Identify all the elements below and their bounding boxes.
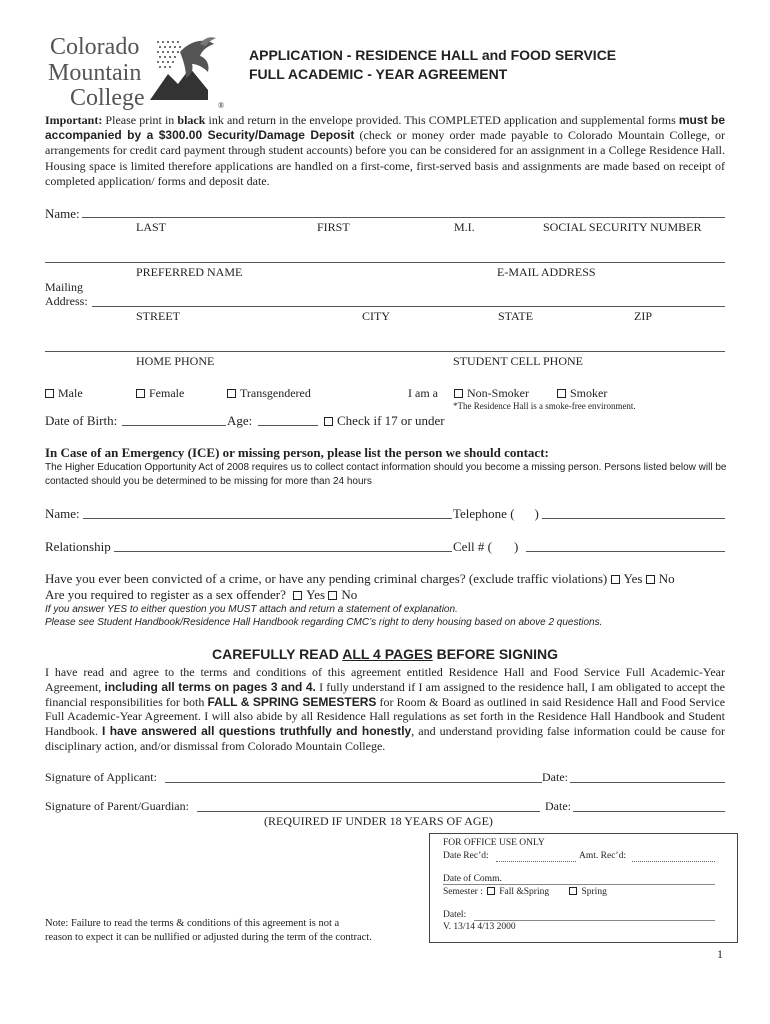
sex-offender-text: Are you required to register as a sex offender? [45,587,286,602]
checkbox-icon [227,389,236,398]
agreement-text-4: , and understand providing false information could be cause for disciplinary action, and/or dismissal from Colorado Mountain College. [45,724,726,753]
checkbox-icon [569,887,577,895]
logo-text-colorado: Colorado [50,34,140,60]
heading-all-pages: ALL 4 PAGES [342,646,433,662]
logo-text-mountain: Mountain [48,60,142,86]
office-version: V. 13/14 4/13 2000 [443,922,516,932]
ice-telephone-line[interactable] [542,518,725,519]
dob-label: Date of Birth: [45,413,118,428]
state-caption: STATE [498,309,534,323]
form-title-line2: FULL ACADEMIC - YEAR AGREEMENT [249,66,508,82]
office-amt-recd: Amt. Rec’d: [579,851,626,861]
eagle-mountain-icon [150,34,226,106]
no-label: No [658,571,675,586]
office-date-comm-line[interactable] [443,884,715,885]
ice-note: The Higher Education Opportunity Act of 2008 requires us to collect contact information should you become a missing person. Persons listed below will be contacted should you be determined to be missing for more than 24 hours [45,462,727,487]
applicant-date-label: Date: [542,770,568,784]
checkbox-icon [611,575,620,584]
name-label: Name: [45,206,80,221]
criminal-yes-checkbox[interactable] [611,571,643,586]
heading-pre: CAREFULLY READ [212,646,343,662]
smoke-free-note: *The Residence Hall is a smoke-free environment. [453,401,636,411]
cell-open: Cell # ( [453,539,492,554]
important-lead: Important: [45,113,103,127]
sex-offender-question [45,587,357,603]
agreement-paragraph [45,665,725,754]
parent-signature-line[interactable] [197,811,540,812]
offender-yes-checkbox[interactable] [293,587,325,602]
footnote-line-2: reason to expect it can be nullified or adjusted during the term of the contract. [45,932,372,943]
ice-heading: In Case of an Emergency (ICE) or missing person, please list the person we should contact: [45,445,549,460]
footnote-line-1: Note: Failure to read the terms & conditions of this agreement is not a [45,918,340,929]
email-caption: E-MAIL ADDRESS [497,265,596,279]
ice-name-line[interactable] [83,518,452,519]
cell-phone-caption: STUDENT CELL PHONE [453,354,583,368]
criminal-no-checkbox[interactable] [646,571,675,586]
checkbox-icon [454,389,463,398]
mailing-address-line[interactable] [92,306,725,307]
dob-input-line[interactable] [122,425,226,426]
important-text-1: Please print in [102,113,178,127]
applicant-signature-label: Signature of Applicant: [45,770,157,784]
offender-no-checkbox[interactable] [328,587,357,602]
criminal-note-2: Please see Student Handbook/Residence Hall Handbook regarding CMC’s right to deny housing based on above 2 questions. [45,617,603,628]
first-caption: FIRST [317,220,350,234]
agreement-bold-2: FALL & SPRING SEMESTERS [207,694,377,709]
mi-caption: M.I. [454,220,475,234]
city-caption: CITY [362,309,390,323]
important-black: black [177,113,206,127]
college-logo [48,34,226,112]
criminal-question-text: Have you ever been convicted of a crime, or have any pending criminal charges? (exclude traffic violations) [45,571,608,586]
parent-date-line[interactable] [573,811,725,812]
checkbox-icon [136,389,145,398]
semester-label: Semester : [443,887,483,897]
agreement-bold-1: including all terms on pages 3 and 4. [104,679,316,694]
ice-name-label: Name: [45,506,80,521]
ice-cell-line[interactable] [526,551,725,552]
checkbox-icon [557,389,566,398]
yes-label: Yes [623,571,643,586]
preferred-name-line[interactable] [45,262,725,263]
applicant-date-line[interactable] [570,782,725,783]
checkbox-icon [45,389,54,398]
relationship-label: Relationship [45,539,111,554]
relationship-line[interactable] [114,551,452,552]
important-text-2: ink and return in the envelope provided. This COMPLETED application and supplemental forms [205,113,679,127]
smoker-checkbox[interactable] [557,386,607,401]
criminal-note-1: If you answer YES to either question you MUST attach and return a statement of explanation. [45,604,458,615]
agreement-text-3: for Room & Board as outlined in said Residence Hall and Food Service Full Academic-Year Agreement. I will also abide by all Residence Hall regulations as set forth in the Residence Hall Handbook and Student Handbook. [45,694,726,739]
office-datel: Datel: [443,910,467,920]
office-amt-recd-line[interactable] [632,861,715,862]
checkbox-icon [487,887,495,895]
spring-checkbox[interactable] [569,887,606,897]
non-smoker-label: Non-Smoker [467,386,529,400]
i-am-label: I am a [408,386,438,400]
ice-cell-label [453,539,518,555]
fall-spring-checkbox[interactable] [487,887,549,897]
mailing-label-1: Mailing [45,280,83,294]
street-caption: STREET [136,309,180,323]
preferred-name-caption: PREFERRED NAME [136,265,243,279]
logo-text-college: College [70,85,145,111]
checkbox-icon [328,591,337,600]
male-label: Male [58,386,83,400]
parent-signature-label: Signature of Parent/Guardian: [45,799,189,813]
parent-required-note: (REQUIRED IF UNDER 18 YEARS OF AGE) [264,814,493,828]
ssn-caption: SOCIAL SECURITY NUMBER [543,220,702,234]
spring-label: Spring [581,887,607,897]
age-label: Age: [227,413,253,428]
fall-spring-label: Fall &Spring [499,887,550,897]
agreement-heading [0,646,770,662]
female-checkbox[interactable] [136,386,184,401]
heading-post: BEFORE SIGNING [432,646,558,662]
female-label: Female [149,386,185,400]
ice-telephone-label [453,506,539,522]
important-text-3: (check or money order made payable to Colorado Mountain College, or arrangements for credit card payment through student accounts) before you can be considered for an assignment in a College Residence Hall. Housing space is limited therefore applications are handled on a first-come, first-served basis and assignments are made based on receipt of completed application/ forms and deposit date. [45,128,725,188]
form-title-line1: APPLICATION - RESIDENCE HALL and FOOD SERVICE [249,47,617,63]
age-input-line[interactable] [258,425,318,426]
yes-label: Yes [306,587,326,602]
office-date-recd: Date Rec’d: [443,851,489,861]
phone-line[interactable] [45,351,725,352]
page-number: 1 [717,947,723,961]
name-input-line[interactable] [82,217,725,218]
registered-mark: ® [218,101,225,110]
deposit-requirement: must be accompanied by a $300.00 Security/Damage Deposit [45,113,726,143]
office-semester [443,887,607,897]
cell-close: ) [514,539,519,554]
agreement-bold-3: I have answered all questions truthfully and honestly [102,724,412,739]
agreement-text-1: I have read and agree to the terms and conditions of this agreement entitled Residence Hall and Food Service Full Academic-Year Agreement, [45,665,725,694]
criminal-question [45,571,745,587]
under-17-label: Check if 17 or under [337,413,445,428]
zip-caption: ZIP [634,309,652,323]
parent-date-label: Date: [545,799,571,813]
agreement-text-2: I fully understand if I am assigned to the residence hall, I am obligated to accept the financial responsibilities for both [45,679,725,709]
checkbox-icon [324,417,333,426]
last-caption: LAST [136,220,166,234]
telephone-open: Telephone ( [453,506,515,521]
checkbox-icon [646,575,655,584]
office-datel-line[interactable] [474,920,715,921]
non-smoker-checkbox[interactable] [454,386,529,401]
male-checkbox[interactable] [45,386,83,401]
office-date-comm: Date of Comm. [443,874,502,884]
smoker-label: Smoker [570,386,608,400]
checkbox-icon [293,591,302,600]
office-use-title: FOR OFFICE USE ONLY [443,838,545,848]
home-phone-caption: HOME PHONE [136,354,215,368]
telephone-close: ) [534,506,539,521]
applicant-signature-line[interactable] [165,782,542,783]
important-paragraph [45,113,725,189]
mailing-label-2: Address: [45,294,88,308]
office-date-recd-line[interactable] [496,861,576,862]
transgendered-label: Transgendered [240,386,311,400]
transgendered-checkbox[interactable] [227,386,311,401]
no-label: No [341,587,358,602]
under-17-checkbox[interactable] [324,413,445,429]
